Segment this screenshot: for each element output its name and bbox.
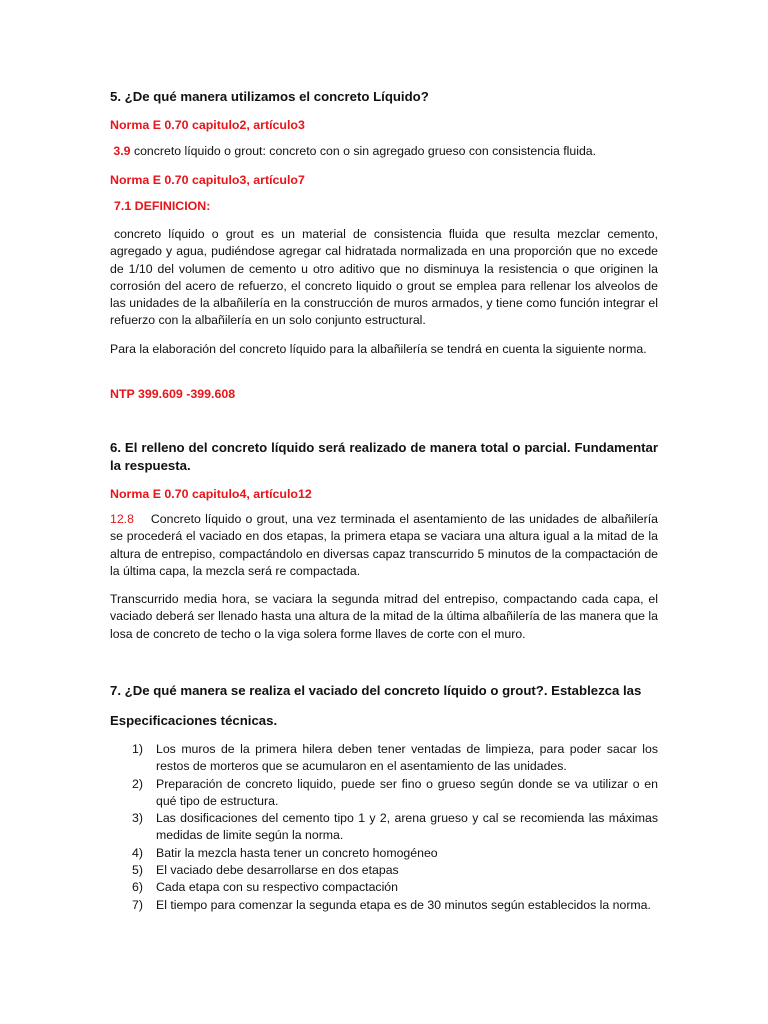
list-item-number: 5) [132, 863, 143, 878]
question-7-heading-line2: Especificaciones técnicas. [110, 713, 278, 728]
question-7-heading-line1: 7. ¿De qué manera se realiza el vaciado del concreto líquido o grout?. Establezca las [110, 683, 642, 698]
list-item-text: El vaciado debe desarrollarse en dos etapas [156, 863, 399, 878]
list-item-text: Las dosificaciones del cemento tipo 1 y 2, arena grueso y cal se recomienda las máximas medidas de limite según la norma. [156, 811, 658, 843]
list-item-text: El tiempo para comenzar la segunda etapa es de 30 minutos según establecidos la norma. [156, 897, 651, 912]
elaboration-paragraph: Para la elaboración del concreto líquido para la albañilería se tendrá en cuenta la siguiente norma. [110, 342, 647, 356]
list-item-text: Los muros de la primera hilera deben tener ventadas de limpieza, para poder sacar los restos de morteros que se acumularon en el asentamiento de las unidades. [156, 742, 658, 774]
list-item [110, 862, 658, 879]
list-item [110, 897, 658, 914]
list-item-number: 2) [132, 776, 143, 791]
definition-7-1-paragraph: concreto líquido o grout es un material de consistencia fluida que resulta mezclar cemento, agregado y agua, pudiéndose agregar cal hidratada normalizada en una proporción que no excede de 1/10 del volumen de cemento u otro aditivo que no disminuya la resistencia o que originen la corrosión del acero de refuerzo, el concreto liquido o grout se emplea para rellenar los alveolos de las unidades de la albañilería en la construcción de muros armados, y tiene como función integrar el refuerzo con la albañilería en un solo conjunto estructural. [110, 227, 658, 328]
question-6-heading: 6. El relleno del concreto líquido será realizado de manera total o parcial. Fundamentar la respuesta. [110, 440, 658, 473]
list-item [110, 810, 658, 845]
ntp-reference: NTP 399.609 -399.608 [110, 387, 236, 401]
specifications-list [110, 741, 658, 914]
list-item-number: 1) [132, 742, 143, 756]
definition-7-1-heading: 7.1 DEFINICION: [114, 199, 211, 213]
article-12-8-number: 12.8 [110, 512, 134, 526]
list-item [110, 879, 658, 896]
question-5-heading: 5. ¿De qué manera utilizamos el concreto Líquido? [110, 89, 429, 104]
article-12-8-paragraph [110, 511, 658, 580]
norm-reference-cap2-art3: Norma E 0.70 capitulo2, artículo3 [110, 118, 305, 132]
norm-reference-cap4-art12: Norma E 0.70 capitulo4, artículo12 [110, 487, 312, 501]
list-item-text: Preparación de concreto liquido, puede ser fino o grueso según donde se va utilizar o en qué tipo de estructura. [156, 776, 658, 808]
norm-reference-cap3-art7: Norma E 0.70 capitulo3, artículo7 [110, 173, 305, 187]
list-item-number: 7) [132, 897, 143, 912]
definition-3-9-number: 3.9 [113, 144, 131, 158]
list-item-number: 4) [132, 845, 143, 860]
list-item [110, 776, 658, 811]
definition-3-9-text: concreto líquido o grout: concreto con o sin agregado grueso con consistencia fluida. [130, 144, 597, 158]
list-item-number: 3) [132, 811, 143, 826]
list-item-text: Cada etapa con su respectivo compactación [156, 880, 398, 895]
list-item-number: 6) [132, 880, 143, 895]
definition-3-9 [110, 143, 658, 160]
second-stage-paragraph: Transcurrido media hora, se vaciara la segunda mitrad del entrepiso, compactando cada capa, el vaciado deberá ser llenado hasta una altura de la mitad de la última albañilería de las manera que la losa de concreto de techo o la viga solera forme llaves de corte con el muro. [110, 592, 658, 641]
list-item [110, 845, 658, 862]
article-12-8-text: Concreto líquido o grout, una vez terminada el asentamiento de las unidades de albañilería se procederá el vaciado en dos etapas, la primera etapa se vaciara una altura igual a la mitad de la altura de entrepiso, compactándolo en diversas capaz transcurrido 5 minutos de la compactación de la última capa, la mezcla será re compactada. [110, 512, 658, 578]
list-item-text: Batir la mezcla hasta tener un concreto homogéneo [156, 845, 438, 860]
list-item [110, 741, 658, 776]
